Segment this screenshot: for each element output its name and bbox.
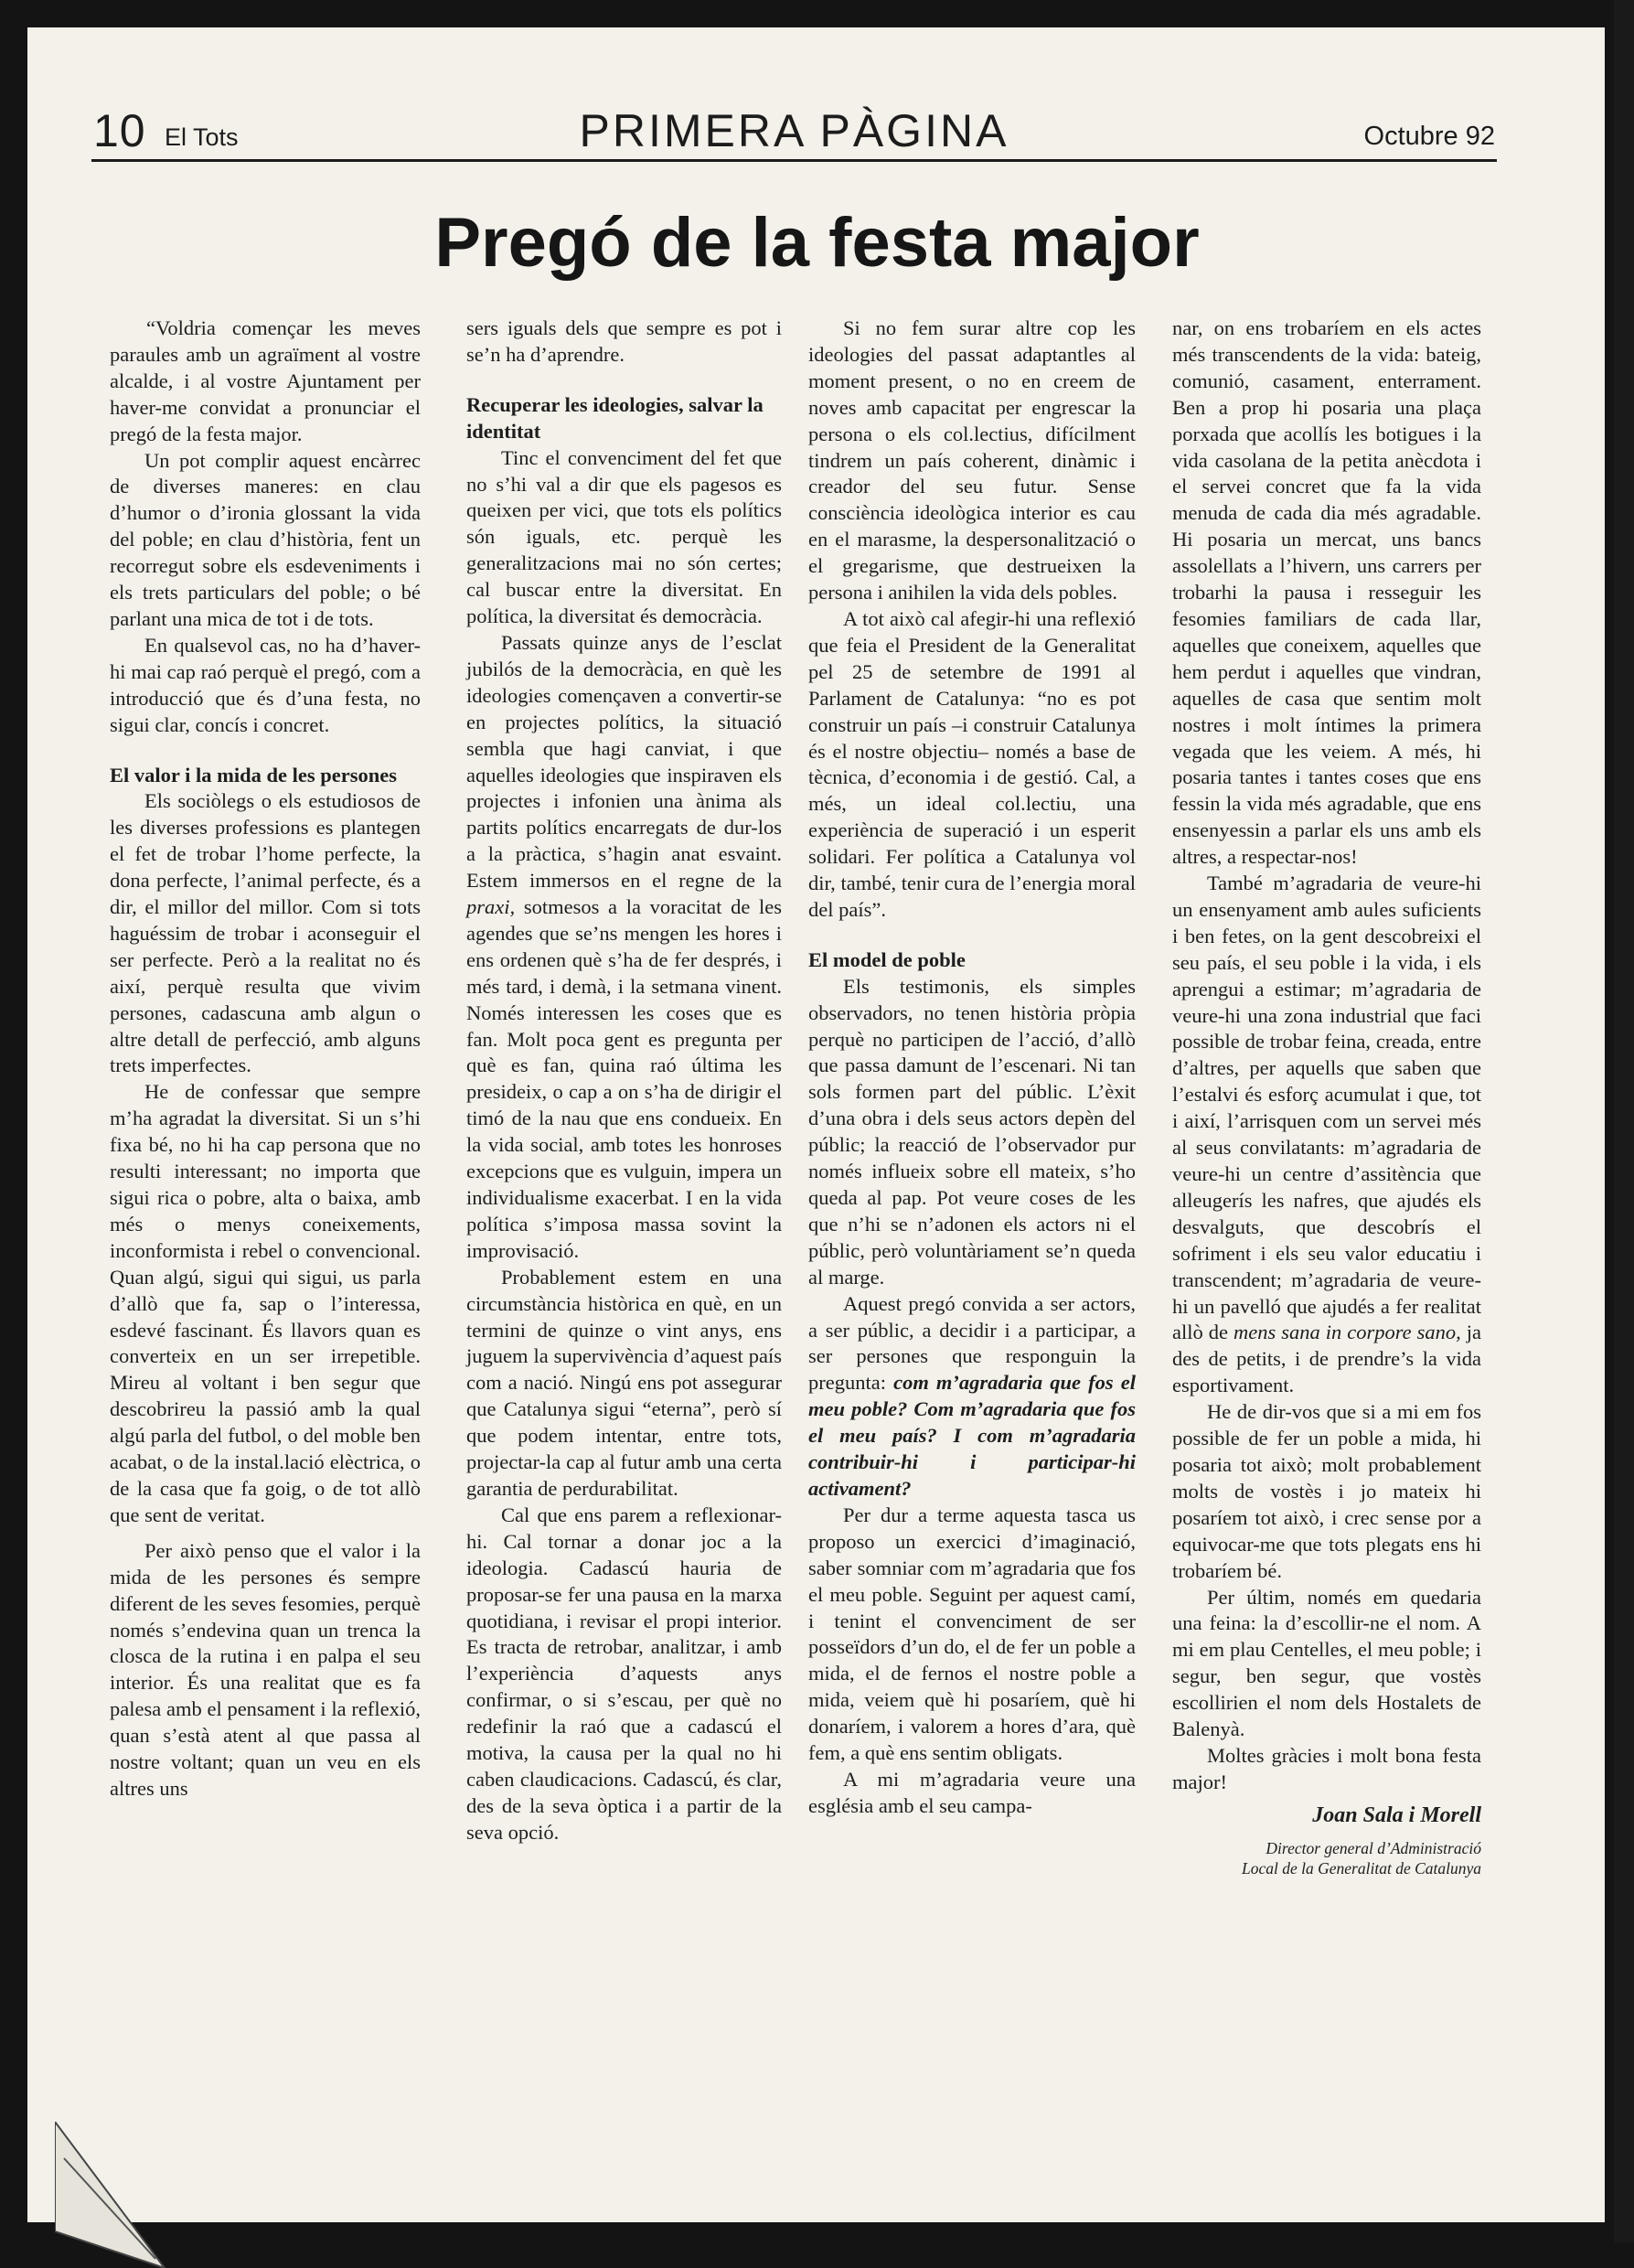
text-run: Passats quinze anys de l’esclat jubilós de la democràcia, en què les ideologies començaven a convertir-se en projectes polítics, la situació sembla que hagi canviat, i que aquelles ideologies que inspiraven els projectes i infonien una ànima als partits polítics encarregats de dur-los a la pràctica, s’hagin anat esvaint. Estem immersos en el regne de la bbox=[466, 630, 782, 893]
paragraph: Cal que ens parem a reflexionar-hi. Cal tornar a donar joc a la ideologia. Cadascú hauria de proposar-se fer una pausa en la marxa quotidiana, i revisar el propi interior. Es tracta de retrobar, analitzar, i amb l’experiència d’aquests anys confirmar, o si s’escau, per què no redefinir la raó que a cadascú el motiva, la causa per la qual no hi caben claudicacions. Cadascú, és clar, des de la seva òptica i a partir de la seva opció. bbox=[466, 1503, 782, 1844]
text-run: ja des de petits, i de prendre’s la vida esportivament. bbox=[1172, 1321, 1482, 1397]
text-run: sotmesos a la voracitat de les agendes que se’ns mengen les hores i ens ordenen què s’ha de fer després, i més tard, i demà, i la setmana vinent. Només interessen les coses que es fan. Molt poca gent es pregunta per què es fan, quina raó última les presideix, o cap a on s’ha de dirigir el timó de la nau que ens condueix. En la vida social, amb totes les honroses excepcions que es vulguin, impera un individualisme exacerbat. I en la vida política s’imposa massa sovint la improvisació. bbox=[466, 895, 782, 1262]
emphasis: mens sana in corpore sano, bbox=[1233, 1321, 1461, 1344]
emphasis: com m’agradaria que fos el meu poble? Com m’agradaria que fos el meu país? I com m’agradaria contribuir-hi i participar-hi activament? bbox=[808, 1371, 1136, 1500]
subheading: El valor i la mida de les persones bbox=[110, 763, 397, 786]
page-header bbox=[91, 75, 1497, 162]
paragraph: Si no fem surar altre cop les ideologies del passat adaptantles al moment present, o no en creem de noves amb capacitat per engrescar la persona o els col.lectius, difícilment tindrem un país coherent, dinàmic i creador del seu futur. Sense consciència ideològica interior es cau en el marasme, la despersonalització o el gregarisme, que destrueixen la persona i anihilen la vida dels pobles. bbox=[808, 316, 1136, 604]
text-run: També m’agradaria de veure-hi un ensenyament amb aules suficients i ben fetes, on la gent descobreixi el seu país, el seu poble i la vida, i els aprengui a estimar; m’agradaria de veure-hi una zona industrial que faci possible de trobar feina, creada, entre d’altres, per aquells que saben que l’estalvi és esforç acumulat i que, tot i així, l’arrisquen com un servei més al seus convilatants: m’agradaria de veure-hi un centre d’assitència que alleugerís les nafres, que ajudés els desvalguts, que descobrís el sofriment i els seu valor educatiu i transcendent; m’agradaria de veure-hi un pavelló que ajudés a fer realitat allò de bbox=[1172, 872, 1481, 1344]
column-2 bbox=[466, 316, 782, 1846]
paragraph: nar, on ens trobaríem en els actes més transcendents de la vida: bateig, comunió, casament, enterrament. Ben a prop hi posaria una plaça porxada que acollís les botigues i la vida casolana de la petita anècdota i el servei concret que fa la vida menuda de cada dia més agradable. Hi posaria un mercat, uns bancs assolellats a l’hivern, uns carrers per trobarhi la pausa i resseguir les fesomies familiars de cada llar, aquelles que coneixem, aquelles que hem perdut i aquelles que vindran, aquelles de casa que sentim molt nostres i molt íntimes la primera vegada que les veiem. A més, hi posaria tantes i tantes coses que ens fessin la vida més agradable, que ens ensenyessin a parlar els uns amb els altres, a respectar-nos! bbox=[1172, 316, 1481, 869]
paragraph: Moltes gràcies i molt bona festa major! bbox=[1172, 1743, 1481, 1793]
paragraph: Per últim, només em quedaria una feina: la d’escollir-ne el nom. A mi em plau Centelles, el meu poble; i segur, ben segur, que vostès escollirien el nom dels Hostalets de Balenyà. bbox=[1172, 1585, 1481, 1741]
author-title-line: Director general d’Administració bbox=[1266, 1838, 1481, 1857]
scan-edge bbox=[1614, 0, 1634, 2242]
paragraph: En qualsevol cas, no ha d’haver-hi mai cap raó perquè el pregó, com a introducció que és d’una festa, no sigui clar, concís i concret. bbox=[110, 633, 421, 736]
author-title-line: Local de la Generalitat de Catalunya bbox=[1242, 1858, 1481, 1878]
column-4 bbox=[1172, 316, 1481, 1878]
paragraph: Els testimonis, els simples observadors, no tenen història pròpia perquè no participen de l’acció, d’allò que passa damunt de l’escenari. Ni tan sols formen part del públic. L’èxit d’una obra i dels seus actors depèn del públic; la reacció de l’observador pur només influeix sobre ell mateix, s’ho queda al pap. Pot veure coses de les que n’hi se n’adonen els actors ni el públic, però voluntàriament se’n queda al marge. bbox=[808, 974, 1136, 1289]
author-title bbox=[1172, 1838, 1481, 1878]
paragraph: He de dir-vos que si a mi em fos possible de fer un poble a mida, hi posaria tot això; molt probablement molts de vostès i jo mateix hi posaríem tot això, i crec sense por a equivocar-me que tots plegats ens hi trobaríem bé. bbox=[1172, 1400, 1481, 1582]
paragraph: Un pot complir aquest encàrrec de diverses maneres: en clau d’humor o d’ironia glossant la vida del poble; en clau d’història, fent un recorregut sobre els esdeveniments i els trets particulars del poble; o bé parlant una mica de tot i de tots. bbox=[110, 448, 421, 630]
emphasis: praxi, bbox=[466, 895, 516, 919]
paragraph: Per això penso que el valor i la mida de les persones és sempre diferent de les seves fesomies, perquè només s’endevina quan un trenca la closca de la rutina i en palpa el seu interior. És una realitat que es fa palesa amb el pensament i la reflexió, quan s’està atent al que passa al nostre voltant; quan un veu en els altres uns bbox=[110, 1538, 421, 1800]
page-corner-curl bbox=[55, 2122, 238, 2268]
section-title: PRIMERA PÀGINA bbox=[579, 105, 1009, 156]
paragraph: Per dur a terme aquesta tasca us proposo un exercici d’imaginació, saber somniar com m’agradaria que fos el meu poble. Seguint per aquest camí, i tenint el convenciment de ser posseïdors d’un do, el de fer un poble a mida, el de fernos el nostre poble a mida, veiem què hi posaríem, què hi donaríem, i valorem a hores d’ara, què fem, a què ens sentim obligats. bbox=[808, 1503, 1136, 1765]
author-signature: Joan Sala i Morell bbox=[1312, 1803, 1481, 1827]
paragraph: sers iguals dels que sempre es pot i se’n ha d’aprendre. bbox=[466, 316, 782, 366]
page-number: 10 bbox=[93, 105, 146, 156]
paragraph: He de confessar que sempre m’ha agradat la diversitat. Si un s’hi fixa bé, no hi ha cap persona que no resulti interessant; no importa que sigui rica o pobre, alta o baixa, amb més o menys coneixements, inconformista i rebel o convencional. Quan algú, sigui qui sigui, us parla d’allò que fa, sap o l’interessa, esdevé fascinant. És llavors quan es converteix en un ser irrepetible. Mireu al voltant i ben segur que descobrireu la passió amb la qual algú parla del futbol, o del moble ben acabat, o de la instal.lació elèctrica, o de la casa que fa goig, o de tot allò que sent de veritat. bbox=[110, 1080, 421, 1526]
paragraph: A tot això cal afegir-hi una reflexió que feia el President de la Generalitat pel 25 de setembre de 1991 al Parlament de Catalunya: “no es pot construir un país –i construir Catalunya és el nostre objectiu– només a base de tècnica, d’economia i de gestió. Cal, a més, un ideal col.lectiu, una experiència de superació i un esperit solidari. Fer política a Catalunya vol dir, també, tenir cura de l’energia moral del país”. bbox=[808, 606, 1136, 921]
column-1 bbox=[110, 316, 421, 1803]
paragraph bbox=[1172, 871, 1481, 1399]
article-title: Pregó de la festa major bbox=[434, 204, 1200, 282]
paragraph: Els sociòlegs o els estudiosos de les diverses professions es plantegen el fet de trobar l’home perfecte, la dona perfecte, l’animal perfecte, és a dir, el millor del millor. Com si tots haguéssim de trobar i aconseguir el ser perfecte. Però a la realitat no és així, perquè resulta que vivim persones, cadascuna amb algun o altre detall de perfecció, amb alguns trets imperfectes. bbox=[110, 789, 421, 1077]
paragraph bbox=[466, 630, 782, 1265]
column-3 bbox=[808, 316, 1136, 1820]
paragraph: “Voldria començar les meves paraules amb un agraïment al vostre alcalde, i al vostre Ajuntament per haver-me convidat a pronunciar el pregó de la festa major. bbox=[110, 316, 421, 445]
publication-name: El Tots bbox=[165, 123, 239, 151]
subheading: El model de poble bbox=[808, 947, 966, 971]
paragraph: Tinc el convenciment del fet que no s’hi val a dir que els pagesos es queixen per vici, que tots els polítics són iguals, etc. perquè les generalitzacions mai no són certes; cal buscar entre la diversitat. En política, la diversitat és democràcia. bbox=[466, 445, 782, 628]
text-run: Aquest pregó convida a ser actors, a ser públic, a decidir i a participar, a ser persones que responguin la pregunta: bbox=[808, 1291, 1136, 1395]
paragraph: Probablement estem en una circumstància històrica en què, en un termini de quinze o vint anys, ens juguem la supervivència d’aquest país com a nació. Ningú ens pot assegurar que Catalunya sigui “eterna”, però sí que podem intentar, entre tots, projectar-la cap al futur amb una certa garantia de perdurabilitat. bbox=[466, 1265, 782, 1500]
paragraph: A mi m’agradaria veure una església amb el seu campa- bbox=[808, 1767, 1136, 1817]
paragraph bbox=[808, 1291, 1136, 1503]
issue-date: Octubre 92 bbox=[1363, 122, 1495, 151]
subheading: Recuperar les ideologies, salvar la identitat bbox=[466, 392, 764, 443]
